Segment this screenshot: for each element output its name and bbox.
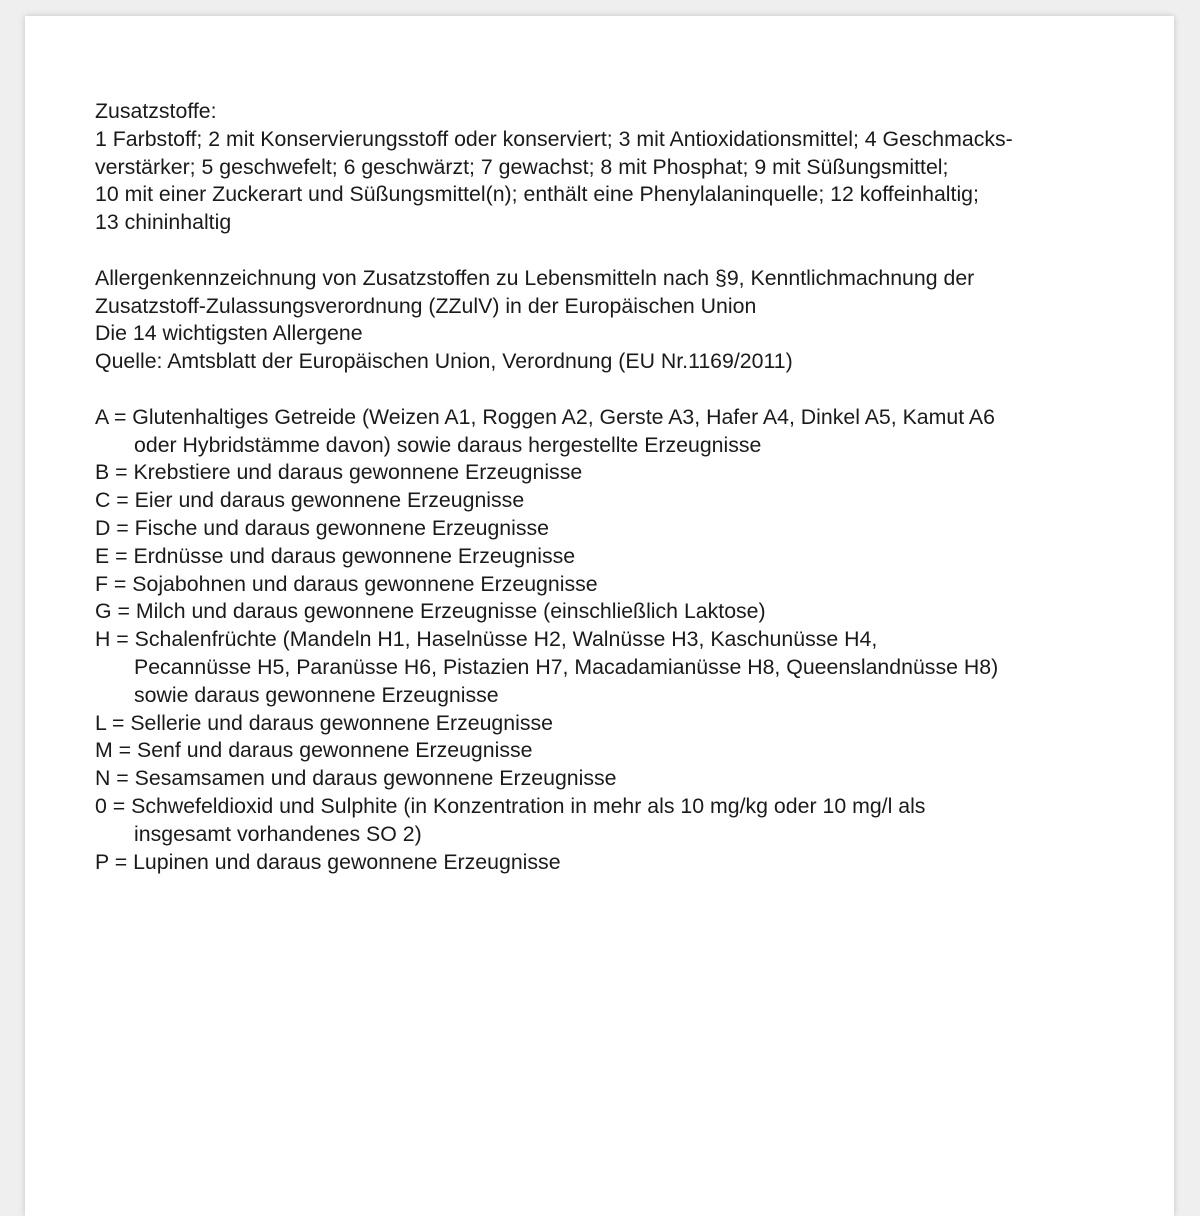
allergen-item-e — [95, 543, 1135, 571]
allergen-item-d — [95, 515, 1135, 543]
allergen-line: E = Erdnüsse und daraus gewonnene Erzeugnisse — [95, 543, 576, 568]
allergen-item-n — [95, 765, 1135, 793]
allergen-item-c — [95, 487, 1135, 515]
allergen-continuation-line: insgesamt vorhandenes SO 2) — [134, 821, 422, 846]
allergen-item-p — [95, 849, 1135, 877]
allergen-line: G = Milch und daraus gewonnene Erzeugnisse (einschließlich Laktose) — [95, 599, 766, 624]
allergen-line: 0 = Schwefeldioxid und Sulphite (in Konzentration in mehr als 10 mg/kg oder 10 mg/l als — [95, 793, 926, 818]
allergen-item-l — [95, 710, 1135, 738]
paragraph-spacer — [95, 237, 1135, 265]
allergen-line: M = Senf und daraus gewonnene Erzeugnisse — [95, 738, 533, 763]
allergen-line: C = Eier und daraus gewonnene Erzeugnisse — [95, 488, 525, 513]
additives-line: 13 chininhaltig — [95, 210, 232, 235]
allergen-line: A = Glutenhaltiges Getreide (Weizen A1, Roggen A2, Gerste A3, Hafer A4, Dinkel A5, Kamut A6 — [95, 404, 995, 429]
allergen-line: L = Sellerie und daraus gewonnene Erzeugnisse — [95, 710, 553, 735]
allergen-continuation-line: oder Hybridstämme davon) sowie daraus hergestellte Erzeugnisse — [134, 432, 762, 457]
intro-line: Die 14 wichtigsten Allergene — [95, 321, 363, 346]
additives-section — [95, 98, 1135, 237]
allergen-item-a — [95, 404, 1135, 460]
allergen-item-m — [95, 737, 1135, 765]
allergen-line: N = Sesamsamen und daraus gewonnene Erzeugnisse — [95, 766, 617, 791]
paragraph-spacer — [95, 376, 1135, 404]
allergen-item-h — [95, 626, 1135, 709]
allergen-item-f — [95, 571, 1135, 599]
additives-line: verstärker; 5 geschwefelt; 6 geschwärzt; 7 gewachst; 8 mit Phosphat; 9 mit Süßungsmittel; — [95, 154, 949, 179]
intro-line: Zusatzstoff-Zulassungsverordnung (ZZulV) in der Europäischen Union — [95, 293, 757, 318]
allergen-continuation-line: sowie daraus gewonnene Erzeugnisse — [134, 682, 499, 707]
document-page — [25, 16, 1174, 1216]
allergen-item-0 — [95, 793, 1135, 849]
additives-line: 1 Farbstoff; 2 mit Konservierungsstoff oder konserviert; 3 mit Antioxidationsmittel; 4 Geschmacks- — [95, 126, 1013, 151]
allergen-line: P = Lupinen und daraus gewonnene Erzeugnisse — [95, 849, 561, 874]
document-content — [95, 98, 1135, 876]
allergen-line: H = Schalenfrüchte (Mandeln H1, Haselnüsse H2, Walnüsse H3, Kaschunüsse H4, — [95, 627, 878, 652]
allergen-intro-section — [95, 265, 1135, 376]
intro-source-line: Quelle: Amtsblatt der Europäischen Union, Verordnung (EU Nr.1169/2011) — [95, 349, 793, 374]
additives-heading: Zusatzstoffe: — [95, 99, 217, 123]
additives-line: 10 mit einer Zuckerart und Süßungsmittel(n); enthält eine Phenylalaninquelle; 12 koffeinhaltig; — [95, 182, 979, 207]
allergen-item-b — [95, 459, 1135, 487]
intro-line: Allergenkennzeichnung von Zusatzstoffen zu Lebensmitteln nach §9, Kenntlichmachnung der — [95, 265, 975, 290]
allergen-line: F = Sojabohnen und daraus gewonnene Erzeugnisse — [95, 571, 598, 596]
allergen-item-g — [95, 598, 1135, 626]
allergen-continuation-line: Pecannüsse H5, Paranüsse H6, Pistazien H7, Macadamianüsse H8, Queenslandnüsse H8) — [134, 654, 999, 679]
allergen-line: B = Krebstiere und daraus gewonnene Erzeugnisse — [95, 460, 583, 485]
allergen-list — [95, 404, 1135, 877]
allergen-line: D = Fische und daraus gewonnene Erzeugnisse — [95, 515, 550, 540]
